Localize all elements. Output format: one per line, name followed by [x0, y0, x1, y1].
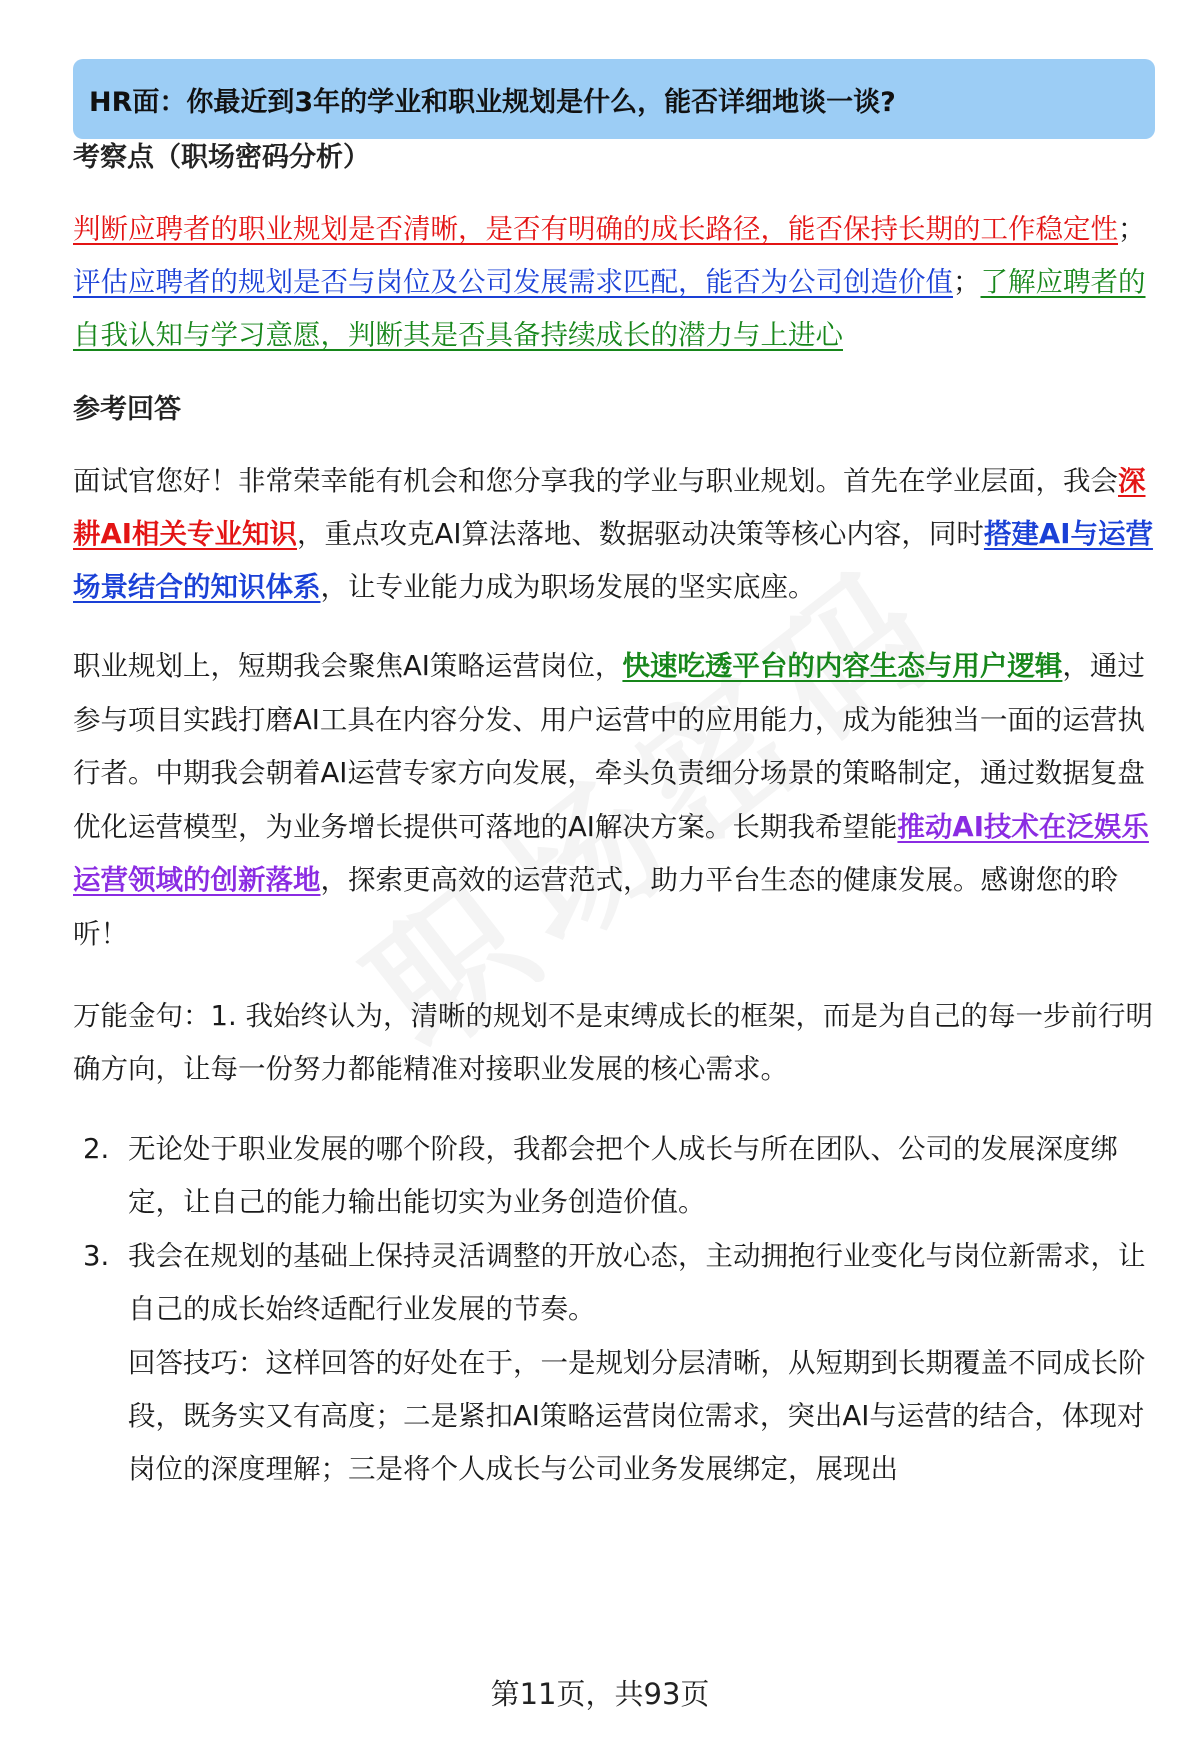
tip-text: 回答技巧：这样回答的好处在于，一是规划分层清晰，从短期到长期覆盖不同成长阶段，既务实又有高度；二是紧扣AI策略运营岗位需求，突出AI与运营的结合，体现对岗位的深度理解；三是将个人成长与公司业务发展绑定，展现出	[128, 1347, 1146, 1485]
focus-point-growth: 了解应聘者的自我认知与学习意愿，判断其是否具备持续成长的潜力与上进心	[73, 266, 1146, 351]
highlight-platform-logic: 快速吃透平台的内容生态与用户逻辑	[622, 650, 1063, 682]
answer-heading: 参考回答	[73, 394, 181, 425]
text-run: ，探索更高效的运营范式，助力平台生态的健康发展。感谢您的聆听！	[73, 864, 1118, 950]
text-run: 面试官您好！非常荣幸能有机会和您分享我的学业与职业规划。首先在学业层面，我会	[73, 465, 1118, 497]
text-run: ，通过参与项目实践打磨AI工具在内容分发、用户运营中的应用能力，成为能独当一面的运营执行者。中期我会朝着AI运营专家方向发展，牵头负责细分场景的策略制定，通过数据复盘优化运营模型，为业务增长提供可落地的AI解决方案。长期我希望能	[73, 650, 1145, 843]
answer-paragraph-study	[73, 455, 1155, 614]
text-run: ，让专业能力成为职场发展的坚实底座。	[320, 571, 816, 603]
page-number: 第11页，共93页	[490, 1677, 710, 1711]
focus-point-fit: 评估应聘者的规划是否与岗位及公司发展需求匹配，能否为公司创造价值	[73, 266, 953, 298]
highlight-ai-knowledge: 深耕AI相关专业知识	[73, 465, 1146, 550]
list-text: 无论处于职业发展的哪个阶段，我都会把个人成长与所在团队、公司的发展深度绑定，让自己的能力输出能切实为业务创造价值。	[128, 1133, 1118, 1218]
focus-points	[73, 203, 1155, 362]
golden-sentence-1: 万能金句：1. 我始终认为，清晰的规划不是束缚成长的框架，而是为自己的每一步前行明确方向，让每一份努力都能精准对接职业发展的核心需求。	[73, 1000, 1153, 1085]
answer-tip	[73, 1337, 1155, 1496]
separator: ；	[953, 266, 981, 298]
list-text: 我会在规划的基础上保持灵活调整的开放心态，主动拥抱行业变化与岗位新需求，让自己的成长始终适配行业发展的节奏。	[128, 1240, 1146, 1325]
question-banner	[73, 59, 1155, 139]
text-run: ，重点攻克AI算法落地、数据驱动决策等核心内容，同时	[297, 518, 984, 550]
highlight-knowledge-system: 搭建AI与运营场景结合的知识体系	[73, 518, 1153, 603]
list-number: 2.	[83, 1133, 110, 1165]
separator: ；	[1118, 213, 1146, 245]
answer-paragraph-career	[73, 640, 1155, 961]
golden-sentence-3	[73, 1230, 1155, 1336]
focus-heading: 考察点（职场密码分析）	[73, 142, 370, 173]
focus-point-stability: 判断应聘者的职业规划是否清晰，是否有明确的成长路径，能否保持长期的工作稳定性	[73, 213, 1118, 245]
list-number: 3.	[83, 1240, 110, 1272]
question-text: HR面：你最近到3年的学业和职业规划是什么，能否详细地谈一谈?	[89, 86, 896, 118]
golden-sentence-2	[73, 1123, 1155, 1229]
text-run: 职业规划上，短期我会聚焦AI策略运营岗位，	[73, 650, 623, 682]
highlight-innovation: 推动AI技术在泛娱乐运营领域的创新落地	[73, 810, 1149, 896]
